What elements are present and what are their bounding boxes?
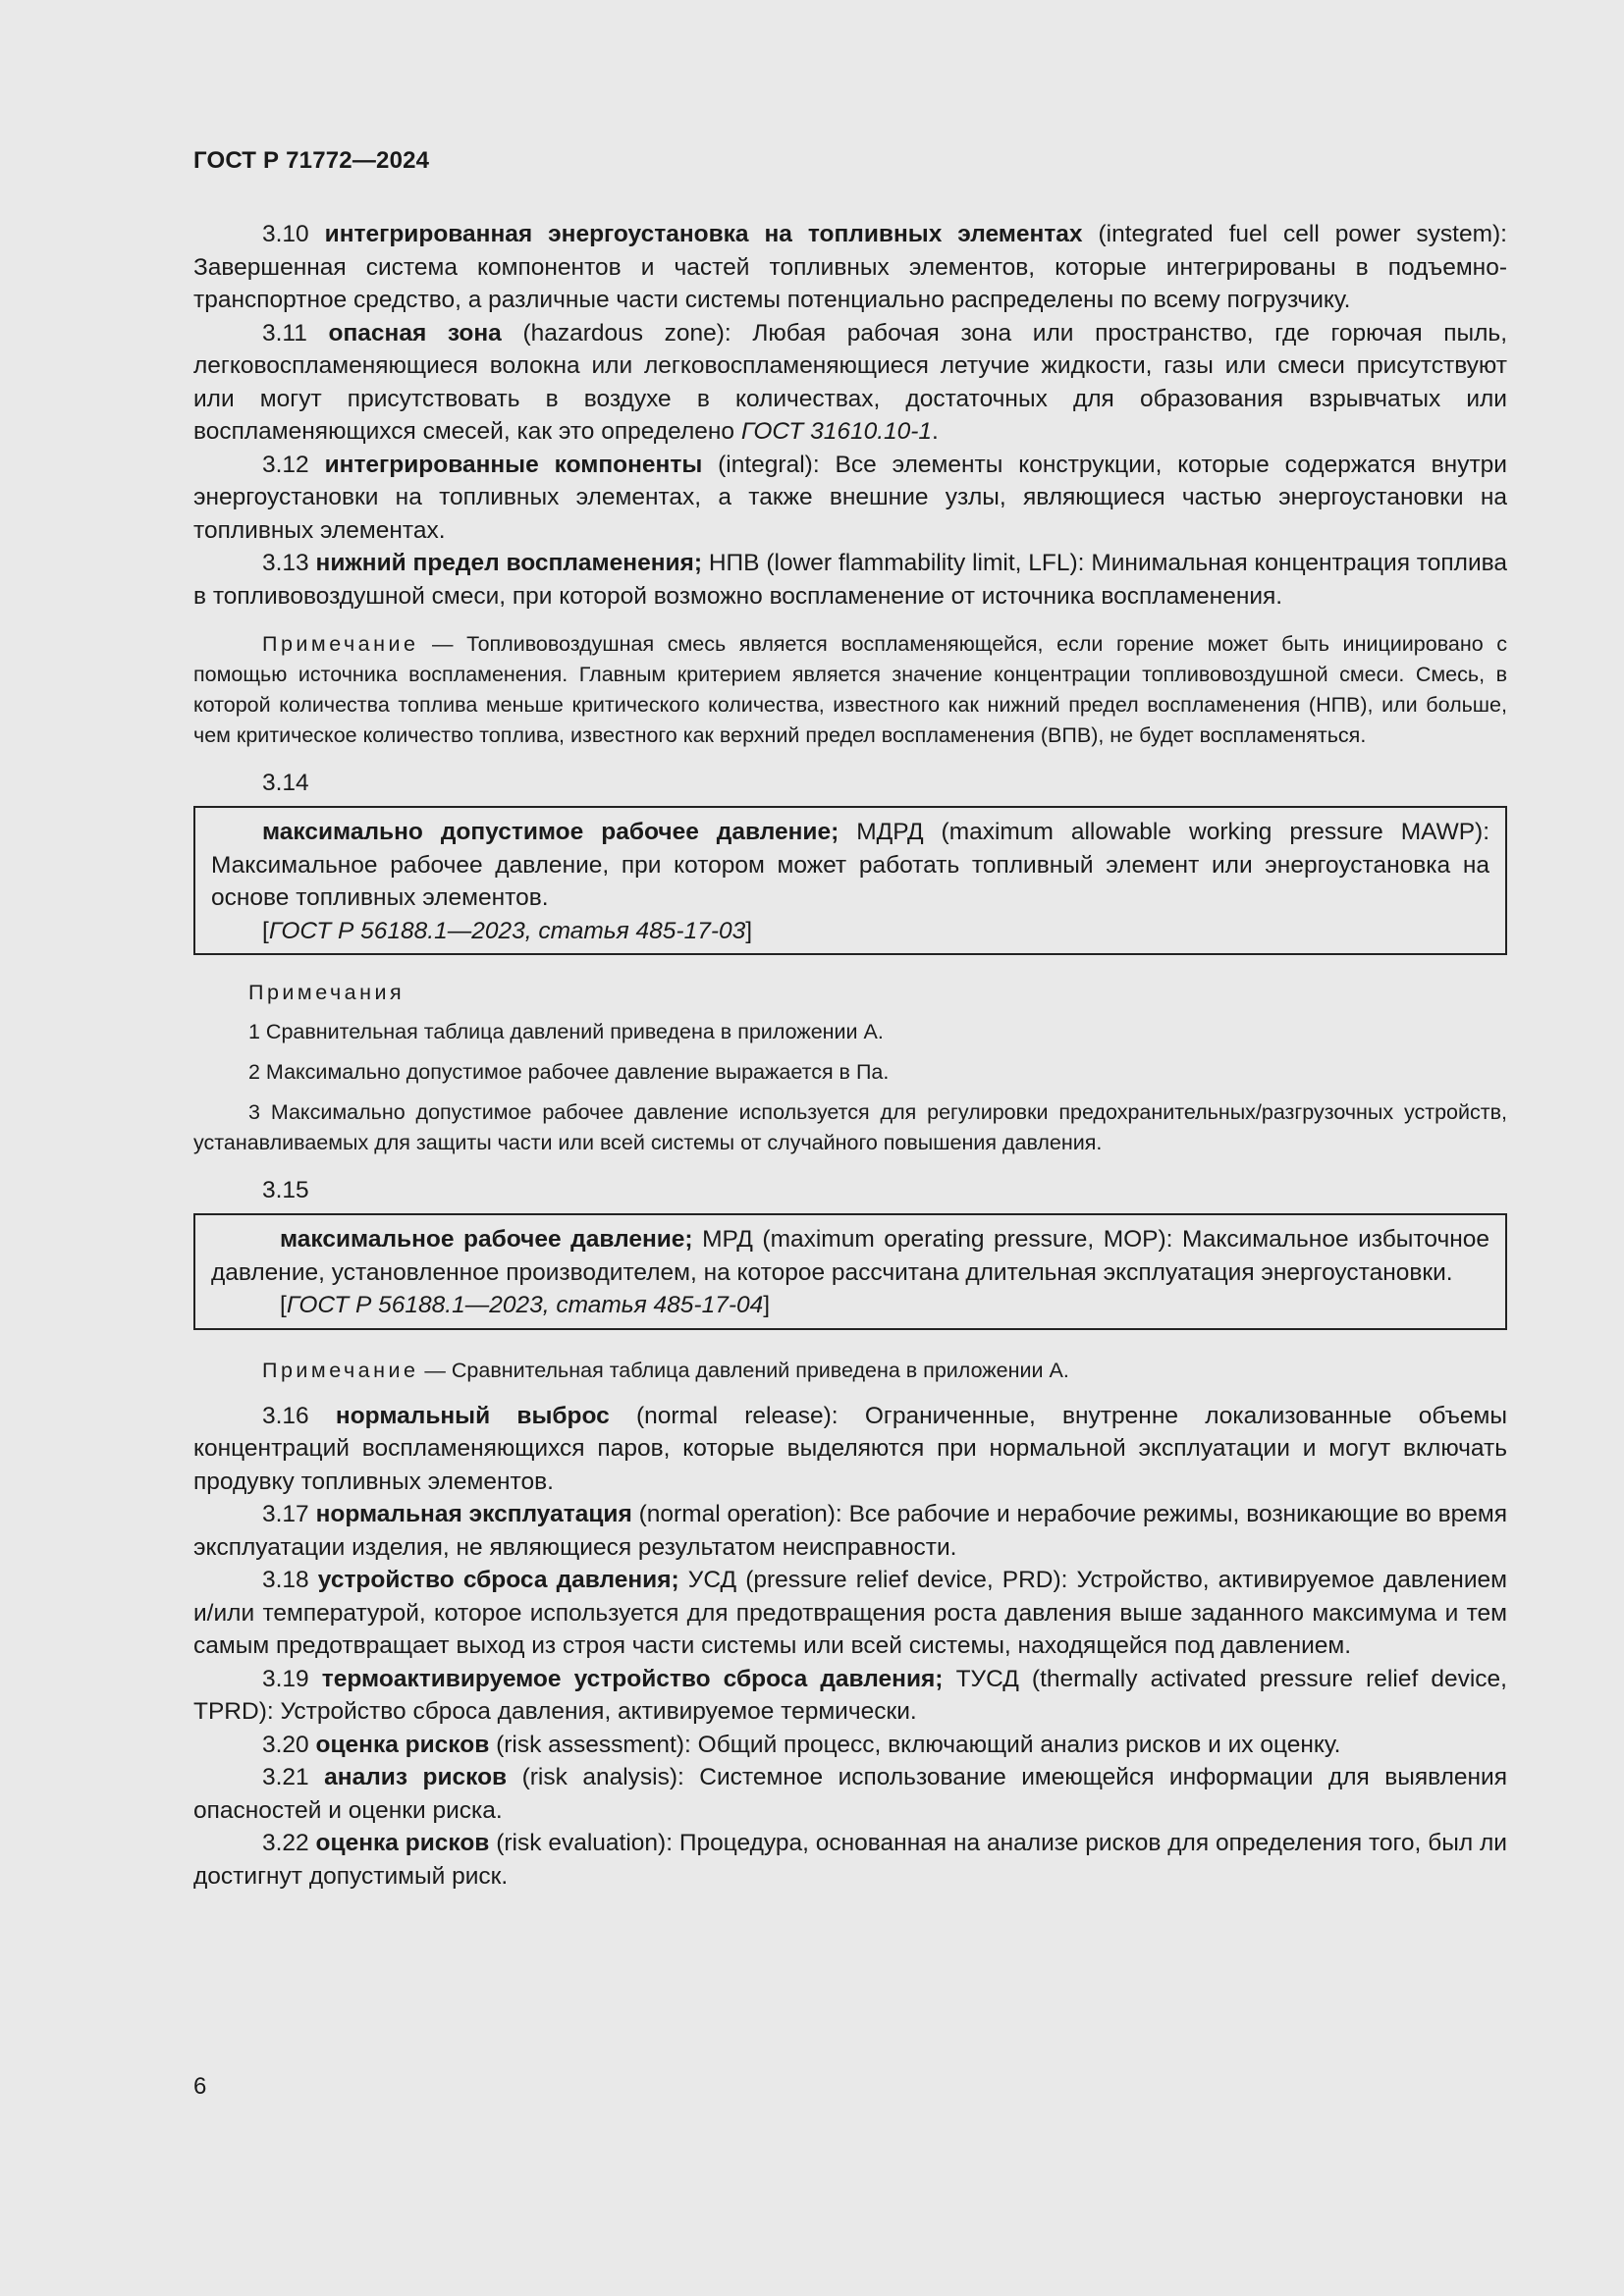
- term-3-21: 3.21 анализ рисков (risk analysis): Системное использование имеющейся информации для выявления опасностей и оценки риска.: [193, 1764, 1507, 1824]
- term-3-13: 3.13 нижний предел воспламенения; НПВ (lower flammability limit, LFL): Минимальная концентрация топлива в топливовоздушной смеси, при которой возможно воспламенение от источника воспламенения.: [193, 550, 1507, 610]
- term-3-16: 3.16 нормальный выброс (normal release): Ограниченные, внутренне локализованные объемы концентраций воспламеняющихся паров, которые выделяются при нормальной эксплуатации и могут включать продувку топливных элементов.: [193, 1402, 1507, 1495]
- term-3-19: 3.19 термоактивируемое устройство сброса давления; ТУСД (thermally activated pressure relief device, TPRD): Устройство сброса давления, активируемое термически.: [193, 1665, 1507, 1725]
- term-3-15-box: [193, 1213, 1507, 1330]
- standard-reference: ГОСТ 31610.10-1: [740, 418, 933, 445]
- note-item: 1 Сравнительная таблица давлений приведена в приложении А.: [248, 1020, 884, 1043]
- term-3-14: максимально допустимое рабочее давление; МДРД (maximum allowable working pressure MAWP): Максимальное рабочее давление, при котором может работать топливный элемент или энергоустановка на основе топливных элементов.: [211, 819, 1489, 911]
- note-item: 3 Максимально допустимое рабочее давление используется для регулировки предохранительных/разгрузочных устройств, устанавливаемых для защиты части или всей системы от случайного повышения давления.: [193, 1100, 1507, 1154]
- term-title: опасная зона: [328, 319, 502, 347]
- note-item: 2 Максимально допустимое рабочее давление выражается в Па.: [248, 1060, 890, 1084]
- term-title: анализ рисков: [324, 1764, 508, 1790]
- term-3-22: 3.22 оценка рисков (risk evaluation): Процедура, основанная на анализе рисков для определения того, был ли достигнут допустимый риск.: [193, 1830, 1507, 1890]
- term-title: интегрированные компоненты: [324, 451, 703, 478]
- term-3-18: 3.18 устройство сброса давления; УСД (pressure relief device, PRD): Устройство, активируемое давлением и/или температурой, которое используется для предотвращения роста давления выше заданного максимума и тем самым предотвращает выход из строя части системы или всей системы, находящейся под давлением.: [193, 1567, 1507, 1659]
- term-3-20: 3.20 оценка рисков (risk assessment): Общий процесс, включающий анализ рисков и их оценку.: [262, 1731, 1341, 1758]
- note-3-15: Примечание — Сравнительная таблица давлений приведена в приложении А.: [262, 1358, 1069, 1382]
- term-title: оценка рисков: [315, 1830, 490, 1856]
- term-3-17: 3.17 нормальная эксплуатация (normal operation): Все рабочие и нерабочие режимы, возникающие во время эксплуатации изделия, не являющиеся результатом неисправности.: [193, 1501, 1507, 1561]
- document-page: [193, 147, 1507, 1893]
- page-number: 6: [193, 2073, 207, 2100]
- term-title: нормальный выброс: [335, 1402, 610, 1429]
- term-title: максимально допустимое рабочее давление;: [262, 819, 839, 845]
- term-3-15: максимальное рабочее давление; МРД (maximum operating pressure, MOP): Максимальное избыточное давление, установленное производителем, на которое рассчитана длительная эксплуатация энергоустановки.: [211, 1226, 1489, 1286]
- term-3-14-box: [193, 806, 1507, 955]
- note-label: Примечание: [262, 632, 419, 656]
- note-3-13: Примечание — Топливовоздушная смесь является воспламеняющейся, если горение может быть инициировано с помощью источника воспламенения. Главным критерием является значение концентрации топливовоздушной смеси. Смесь, в которой количества топлива меньше критического количества, известного как нижний предел воспламенения (НПВ), или больше, чем критическое количество топлива, известного как верхний предел воспламенения (ВПВ), не будет воспламеняться.: [193, 632, 1507, 747]
- term-3-12: 3.12 интегрированные компоненты (integral): Все элементы конструкции, которые содержатся внутри энергоустановки на топливных элементах, а также внешние узлы, являющиеся частью энергоустановки на топливных элементах.: [193, 451, 1507, 544]
- term-3-10: 3.10 интегрированная энергоустановка на топливных элементах (integrated fuel cell power system): Завершенная система компонентов и частей топливных элементов, которые интегрированы в подъемно-транспортное средство, а различные части системы потенциально распределены по всему погрузчику.: [193, 221, 1507, 313]
- term-title: интегрированная энергоустановка на топливных элементах: [324, 221, 1083, 247]
- term-title: нормальная эксплуатация: [315, 1501, 632, 1527]
- term-title: максимальное рабочее давление;: [280, 1226, 693, 1253]
- term-3-11: 3.11 опасная зона (hazardous zone): Любая рабочая зона или пространство, где горючая пыль, легковоспламеняющиеся волокна или легковоспламеняющиеся летучие жидкости, газы или смеси присутствуют или могут присутствовать в воздухе в количествах, достаточных для образования взрывчатых или воспламеняющихся смесей, как это определено ГОСТ 31610.10-1.: [193, 319, 1508, 445]
- term-title: нижний предел воспламенения;: [315, 550, 703, 576]
- note-label: Примечание: [262, 1358, 419, 1382]
- term-3-14-source: [ГОСТ Р 56188.1—2023, статья 485-17-03]: [262, 917, 753, 944]
- term-title: устройство сброса давления;: [317, 1567, 679, 1593]
- term-3-14-number: 3.14: [262, 770, 309, 796]
- term-3-15-source: [ГОСТ Р 56188.1—2023, статья 485-17-04]: [280, 1292, 771, 1318]
- term-title: оценка рисков: [315, 1731, 490, 1758]
- document-header: ГОСТ Р 71772—2024: [193, 147, 430, 174]
- term-title: термоактивируемое устройство сброса давления;: [321, 1665, 944, 1692]
- term-3-15-number: 3.15: [262, 1177, 309, 1203]
- notes-title: Примечания: [248, 981, 406, 1004]
